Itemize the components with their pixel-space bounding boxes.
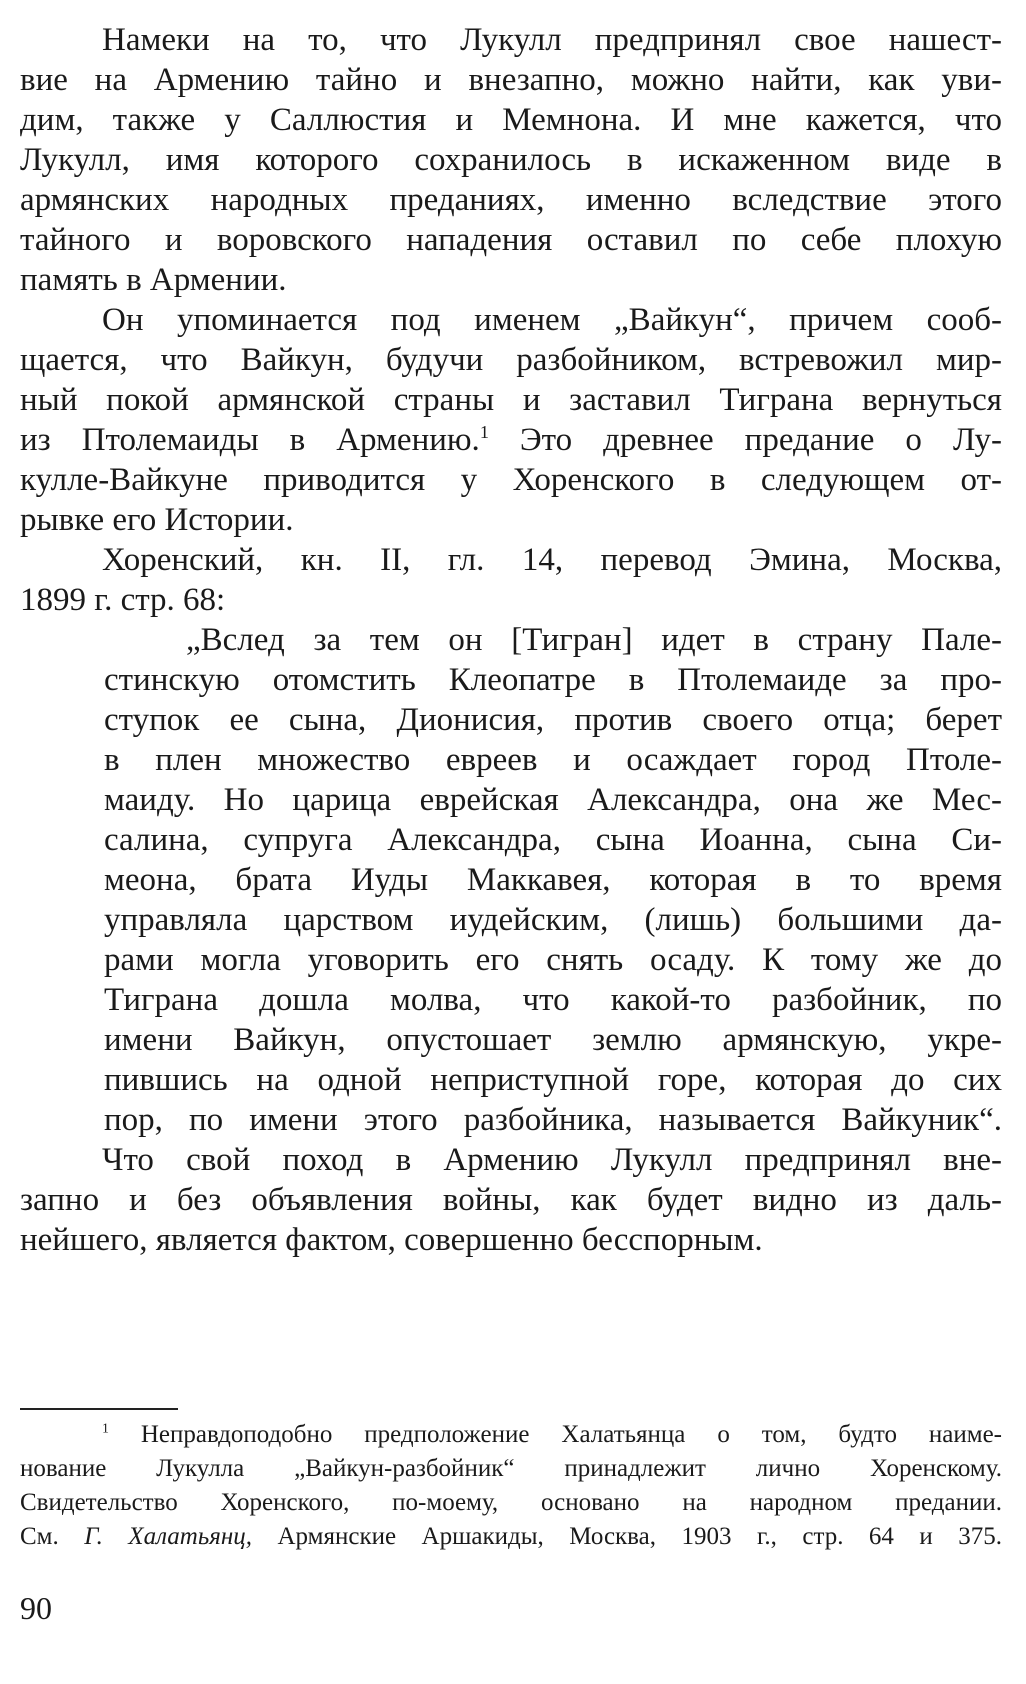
paragraph-2-line-6: рывке его Истории. — [20, 502, 294, 538]
paragraph-2-line-4-end: Это древнее предание о Лу- — [488, 422, 1002, 458]
paragraph-2-line-2: щается, что Вайкун, будучи разбойником, встревожил мир- — [20, 342, 1002, 378]
paragraph-3-line-1: Хоренский, кн. II, гл. 14, перевод Эмина, Москва, — [102, 542, 1002, 578]
footnote-line-4-rest: Армянские Аршакиды, Москва, 1903 г., стр. 64 и 375. — [252, 1523, 1002, 1550]
page-number: 90 — [20, 1590, 52, 1626]
quote-line-3: ступок ее сына, Дионисия, против своего отца; берет — [104, 702, 1002, 738]
paragraph-1-line-4: Лукулл, имя которого сохранилось в искаженном виде в — [20, 142, 1002, 178]
paragraph-3-line-2: 1899 г. стр. 68: — [20, 582, 226, 618]
paragraph-1-line-3: дим, также у Саллюстия и Мемнона. И мне кажется, что — [20, 102, 1002, 138]
block-quote — [20, 620, 1002, 1140]
paragraph-4-line-2: запно и без объявления войны, как будет видно из даль- — [20, 1182, 1002, 1218]
quote-line-12: пившись на одной неприступной горе, которая до сих — [104, 1062, 1002, 1098]
paragraph-1-line-1: Намеки на то, что Лукулл предпринял свое нашест- — [102, 22, 1002, 58]
page-text — [20, 20, 1002, 1260]
footnote-reference: 1 — [479, 422, 489, 442]
quote-line-5: маиду. Но царица еврейская Александра, она же Мес- — [104, 782, 1002, 818]
footnote-line-4 — [20, 1520, 1002, 1554]
paragraph-1-line-6: тайного и воровского нападения оставил по себе плохую — [20, 222, 1002, 258]
quote-line-6: салина, супруга Александра, сына Иоанна, сына Си- — [104, 822, 1002, 858]
paragraph-3 — [20, 540, 1002, 620]
paragraph-4 — [20, 1140, 1002, 1260]
quote-line-10: Тиграна дошла молва, что какой-то разбойник, по — [104, 982, 1002, 1018]
quote-line-8: управляла царством иудейским, (лишь) большими да- — [104, 902, 1002, 938]
paragraph-2-line-5: кулле-Вайкуне приводится у Хоренского в следующем от- — [20, 462, 1002, 498]
footnote-divider — [20, 1408, 178, 1410]
paragraph-2-line-3: ный покой армянской страны и заставил Тиграна вернуться — [20, 382, 1002, 418]
footnote-line-4-prefix: См. — [20, 1523, 85, 1550]
paragraph-2-line-1: Он упоминается под именем „Вайкун“, причем сооб- — [102, 302, 1002, 338]
quote-line-7: меона, брата Иуды Маккавея, которая в то время — [104, 862, 1002, 898]
footnote — [20, 1418, 1002, 1554]
footnote-mark: 1 — [102, 1420, 109, 1436]
footnote-line-1 — [20, 1418, 1002, 1452]
quote-line-1: „Вслед за тем он [Тигран] идет в страну Пале- — [186, 622, 1002, 658]
paragraph-1 — [20, 20, 1002, 300]
footnote-line-3: Свидетельство Хоренского, по-моему, основано на народном предании. — [20, 1489, 1002, 1516]
paragraph-4-line-3: нейшего, является фактом, совершенно бесспорным. — [20, 1222, 763, 1258]
paragraph-2 — [20, 300, 1002, 540]
footnote-line-1-text: Неправдоподобно предположение Халатьянца о том, будто наиме- — [108, 1421, 1002, 1448]
quote-line-2: стинскую отомстить Клеопатре в Птолемаиде за про- — [104, 662, 1002, 698]
footnote-line-2: нование Лукулла „Вайкун-разбойник“ принадлежит лично Хоренскому. — [20, 1455, 1002, 1482]
quote-line-11: имени Вайкун, опустошает землю армянскую, укре- — [104, 1022, 1002, 1058]
paragraph-2-line-4-start: из Птолемаиды в Армению. — [20, 422, 480, 458]
quote-line-13: пор, по имени этого разбойника, называется Вайкуник“. — [104, 1102, 1002, 1138]
quote-line-4: в плен множество евреев и осаждает город Птоле- — [104, 742, 1002, 778]
paragraph-1-line-7: память в Армении. — [20, 262, 287, 298]
paragraph-1-line-5: армянских народных преданиях, именно вследствие этого — [20, 182, 1002, 218]
paragraph-2-line-4 — [20, 420, 1002, 460]
paragraph-4-line-1: Что свой поход в Армению Лукулл предпринял вне- — [102, 1142, 1002, 1178]
footnote-author: Г. Халатьянц, — [84, 1523, 252, 1550]
paragraph-1-line-2: вие на Армению тайно и внезапно, можно найти, как уви- — [20, 62, 1002, 98]
quote-line-9: рами могла уговорить его снять осаду. К тому же до — [104, 942, 1002, 978]
